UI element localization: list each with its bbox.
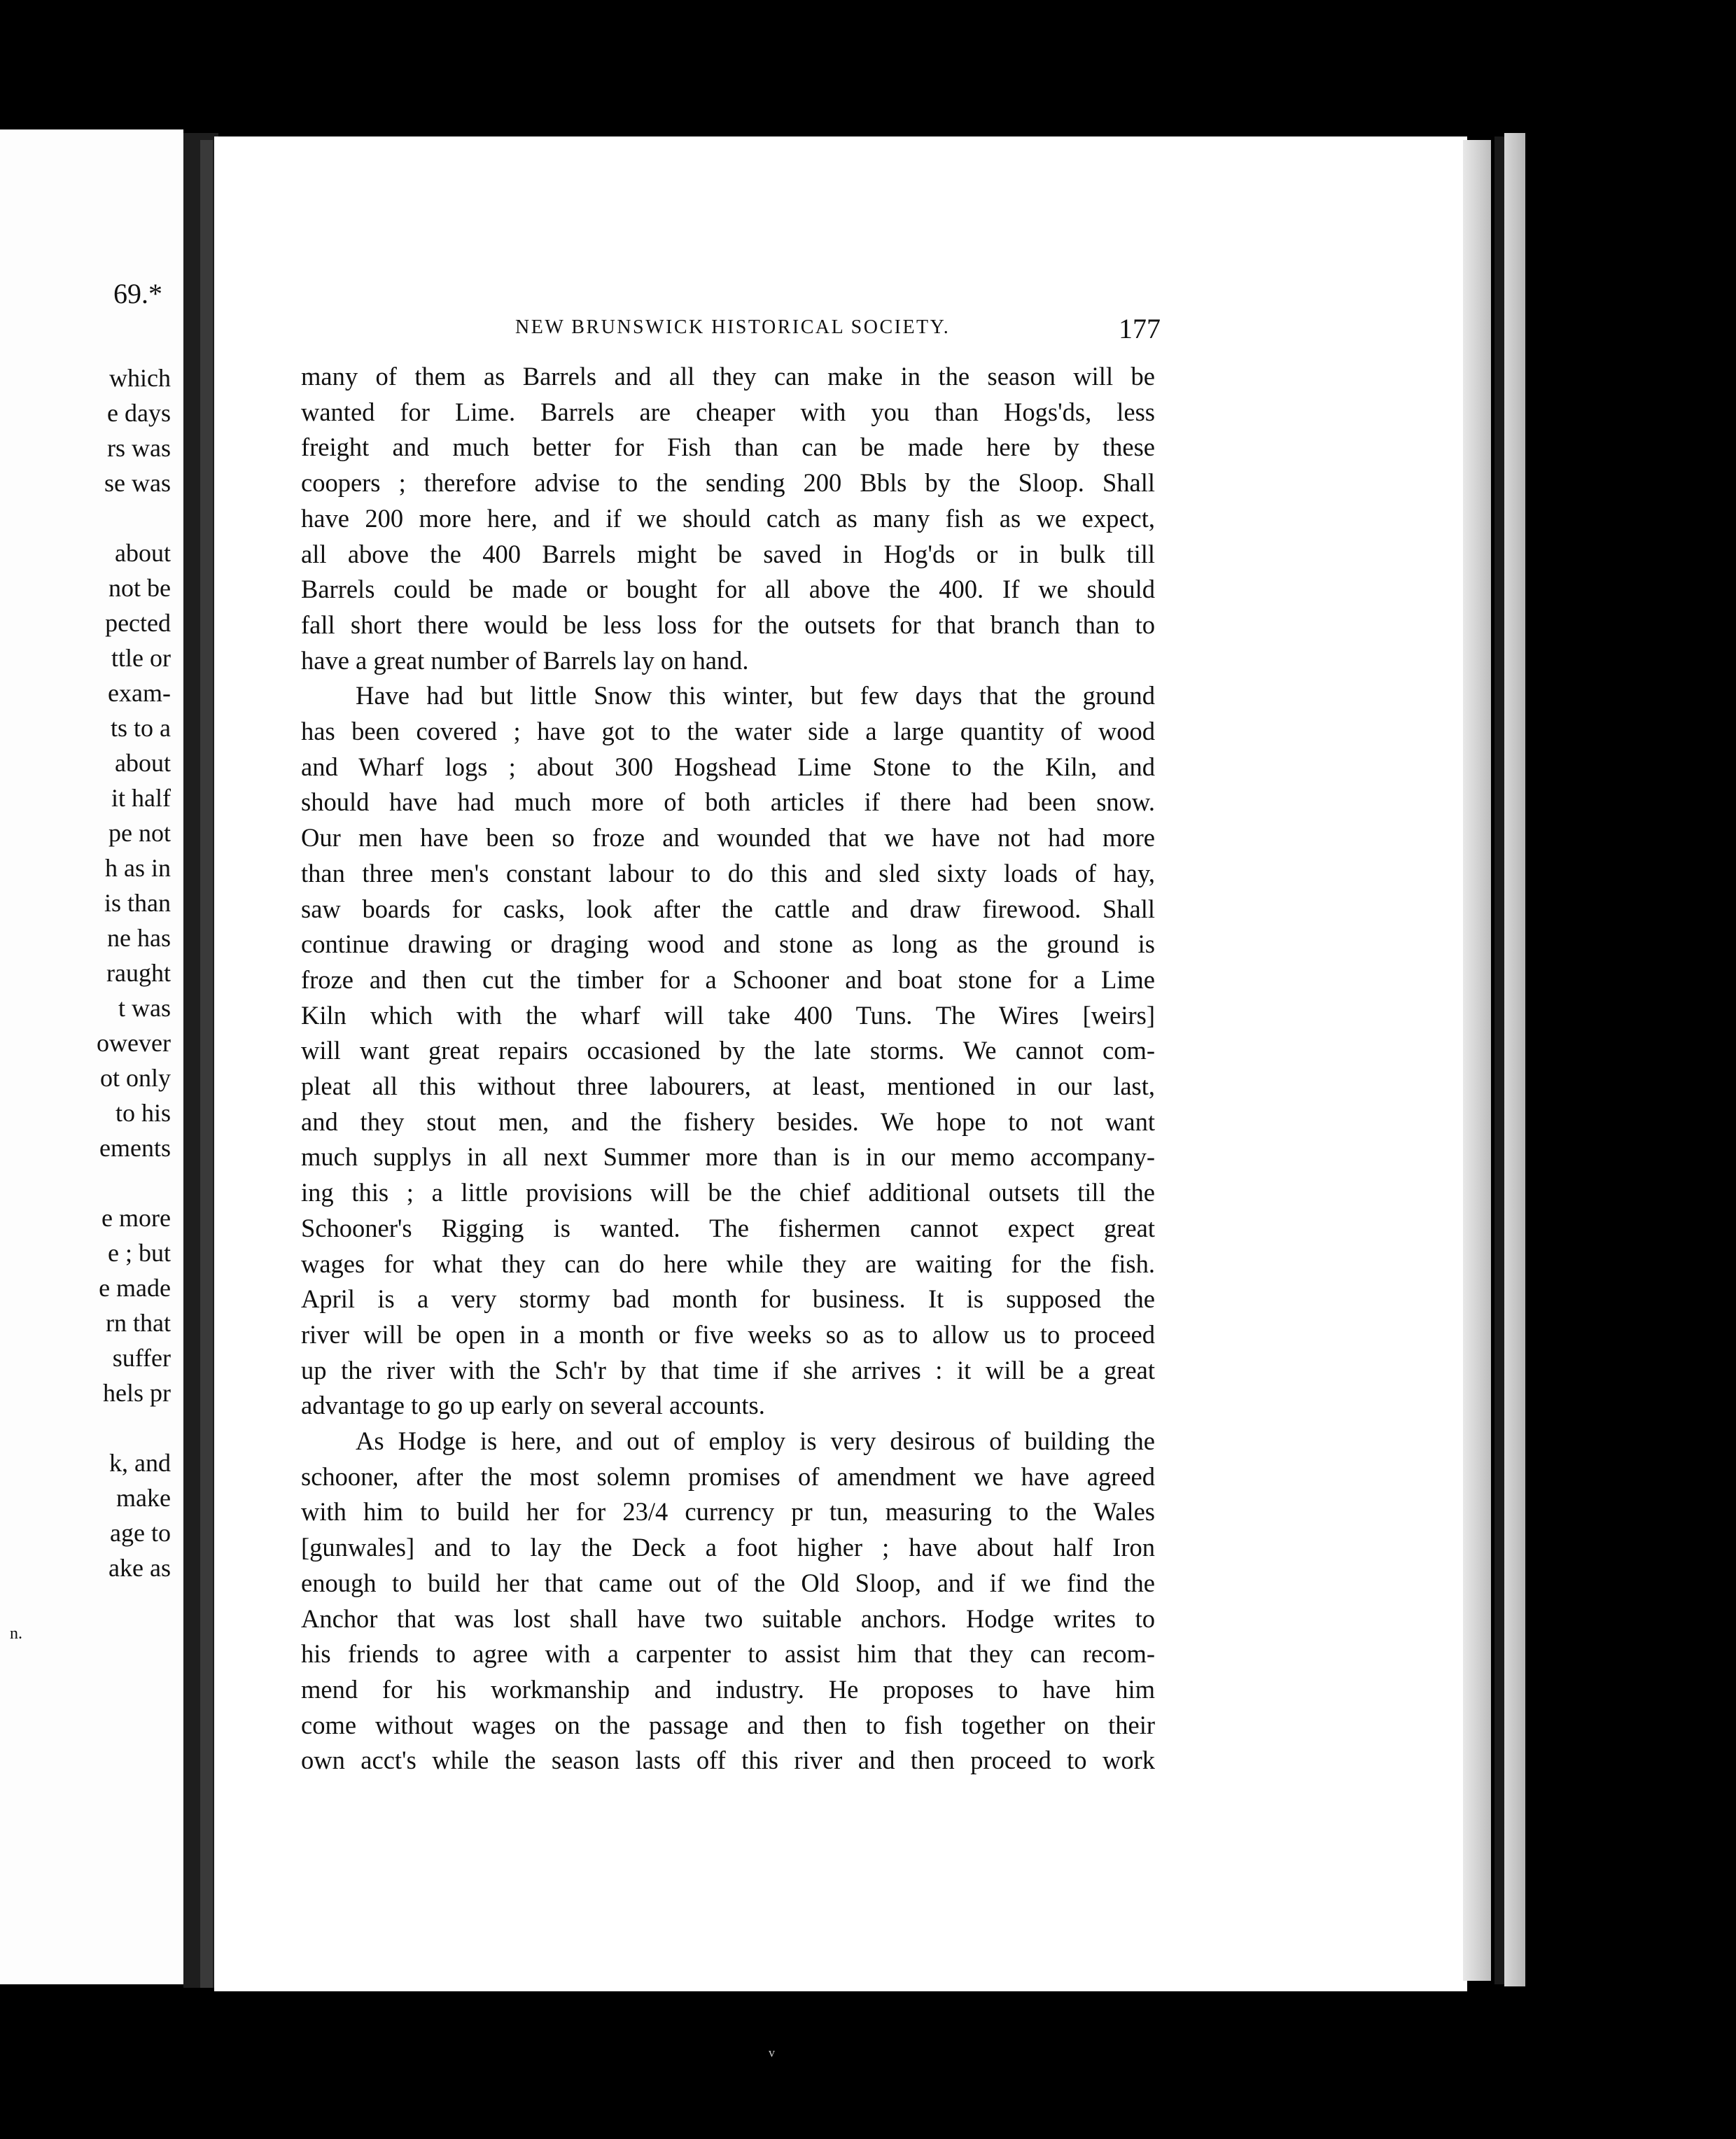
gutter-shadow bbox=[200, 140, 213, 1988]
left-page-line: n. bbox=[10, 1625, 22, 1643]
left-page-line: about bbox=[115, 539, 171, 567]
left-page-line: e days bbox=[107, 399, 171, 427]
left-page-line: t was bbox=[118, 994, 171, 1022]
left-page-line: make bbox=[116, 1484, 171, 1512]
left-page-line: about bbox=[115, 749, 171, 777]
scan-mark: ᵥ bbox=[769, 2037, 775, 2060]
page-edges bbox=[1463, 140, 1491, 1981]
cover-edge bbox=[1494, 136, 1504, 1984]
body-line: own acct's while the season lasts off this river and then proceed to work bbox=[301, 1746, 1155, 1775]
left-page-line: rs was bbox=[107, 434, 171, 462]
body-line: freight and much better for Fish than can be made here by these bbox=[301, 433, 1155, 462]
back-page-edges bbox=[1504, 133, 1525, 1986]
body-line: enough to build her that came out of the Old Sloop, and if we find the bbox=[301, 1568, 1155, 1597]
left-page-line: hels pr bbox=[103, 1379, 171, 1407]
body-line: As Hodge is here, and out of employ is very desirous of building the bbox=[356, 1426, 1155, 1455]
left-page-line: it half bbox=[111, 784, 171, 812]
left-page-line: se was bbox=[104, 469, 171, 497]
left-page-line: ttle or bbox=[111, 644, 171, 672]
left-page-line: which bbox=[109, 364, 171, 392]
body-line: Kiln which with the wharf will take 400 Tuns. The Wires [weirs] bbox=[301, 1000, 1155, 1030]
body-line: Barrels could be made or bought for all above the 400. If we should bbox=[301, 575, 1155, 604]
body-line: mend for his workmanship and industry. He proposes to have him bbox=[301, 1674, 1155, 1704]
body-line: saw boards for casks, look after the cattle and draw firewood. Shall bbox=[301, 894, 1155, 923]
body-line: river will be open in a month or five weeks so as to allow us to proceed bbox=[301, 1319, 1155, 1349]
body-line: Schooner's Rigging is wanted. The fishermen cannot expect great bbox=[301, 1213, 1155, 1242]
left-page-line: ements bbox=[99, 1134, 171, 1162]
left-page-line: suffer bbox=[112, 1344, 171, 1372]
left-page-line: h as in bbox=[105, 854, 171, 882]
body-line: wages for what they can do here while they are waiting for the fish. bbox=[301, 1249, 1155, 1278]
body-line: will want great repairs occasioned by the late storms. We cannot com- bbox=[301, 1036, 1155, 1065]
left-facing-page bbox=[0, 129, 183, 1984]
body-line: come without wages on the passage and then to fish together on their bbox=[301, 1710, 1155, 1739]
left-page-line: pected bbox=[105, 609, 171, 637]
running-head: NEW BRUNSWICK HISTORICAL SOCIETY. bbox=[515, 316, 951, 338]
left-page-line: not be bbox=[108, 574, 171, 602]
body-line: pleat all this without three labourers, at least, mentioned in our last, bbox=[301, 1072, 1155, 1100]
body-line: advantage to go up early on several accounts. bbox=[301, 1391, 765, 1420]
body-line: Anchor that was lost shall have two suitable anchors. Hodge writes to bbox=[301, 1604, 1155, 1633]
body-line: Our men have been so froze and wounded that we have not had more bbox=[301, 823, 1155, 853]
left-page-line: ts to a bbox=[111, 714, 171, 742]
left-page-line: is than bbox=[104, 889, 171, 917]
body-line: ing this ; a little provisions will be the chief additional outsets till the bbox=[301, 1178, 1155, 1207]
body-line: and they stout men, and the fishery besides. We hope to not want bbox=[301, 1107, 1155, 1136]
body-line: have 200 more here, and if we should catch as many fish as we expect, bbox=[301, 503, 1155, 533]
body-line: than three men's constant labour to do this and sled sixty loads of hay, bbox=[301, 858, 1155, 888]
page-number: 177 bbox=[1119, 313, 1161, 344]
left-page-line: pe not bbox=[108, 819, 171, 847]
body-line: schooner, after the most solemn promises of amendment we have agreed bbox=[301, 1461, 1155, 1491]
body-line: continue drawing or draging wood and stone as long as the ground is bbox=[301, 930, 1155, 959]
left-page-line: k, and bbox=[109, 1449, 171, 1477]
body-line: has been covered ; have got to the water side a large quantity of wood bbox=[301, 717, 1155, 745]
body-line: coopers ; therefore advise to the sending 200 Bbls by the Sloop. Shall bbox=[301, 468, 1155, 498]
left-page-line: owever bbox=[97, 1029, 171, 1057]
left-page-line: e ; but bbox=[108, 1239, 171, 1267]
body-line: wanted for Lime. Barrels are cheaper with you than Hogs'ds, less bbox=[301, 397, 1155, 426]
body-line: and Wharf logs ; about 300 Hogshead Lime Stone to the Kiln, and bbox=[301, 752, 1155, 781]
body-line: should have had much more of both articles if there had been snow. bbox=[301, 787, 1155, 817]
left-page-line: raught bbox=[106, 959, 171, 987]
body-line: with him to build her for 23/4 currency pr tun, measuring to the Wales bbox=[301, 1497, 1155, 1527]
left-page-line: ake as bbox=[108, 1554, 171, 1582]
left-page-line: age to bbox=[110, 1519, 171, 1547]
body-line: April is a very stormy bad month for business. It is supposed the bbox=[301, 1284, 1155, 1314]
body-line: have a great number of Barrels lay on hand. bbox=[301, 645, 749, 675]
body-line: Have had but little Snow this winter, but few days that the ground bbox=[356, 681, 1155, 710]
body-line: his friends to agree with a carpenter to assist him that they can recom- bbox=[301, 1639, 1155, 1669]
left-page-line: ne has bbox=[107, 924, 171, 952]
body-line: fall short there would be less loss for the outsets for that branch than to bbox=[301, 610, 1155, 639]
left-page-line: exam- bbox=[108, 679, 171, 707]
left-page-line: 69.* bbox=[113, 278, 162, 309]
left-page-line: ot only bbox=[99, 1064, 171, 1092]
body-line: up the river with the Sch'r by that time if she arrives : it will be a great bbox=[301, 1355, 1155, 1384]
left-page-line: e more bbox=[102, 1204, 171, 1232]
body-line: froze and then cut the timber for a Schooner and boat stone for a Lime bbox=[301, 965, 1155, 994]
left-page-line: to his bbox=[115, 1099, 171, 1127]
body-line: much supplys in all next Summer more than is in our memo accompany- bbox=[301, 1142, 1155, 1172]
left-page-line: e made bbox=[99, 1274, 171, 1302]
body-line: all above the 400 Barrels might be saved in Hog'ds or in bulk till bbox=[301, 539, 1155, 568]
left-page-line: rn that bbox=[106, 1309, 171, 1337]
body-line: [gunwales] and to lay the Deck a foot higher ; have about half Iron bbox=[301, 1533, 1155, 1562]
body-line: many of them as Barrels and all they can make in the season will be bbox=[301, 362, 1155, 391]
